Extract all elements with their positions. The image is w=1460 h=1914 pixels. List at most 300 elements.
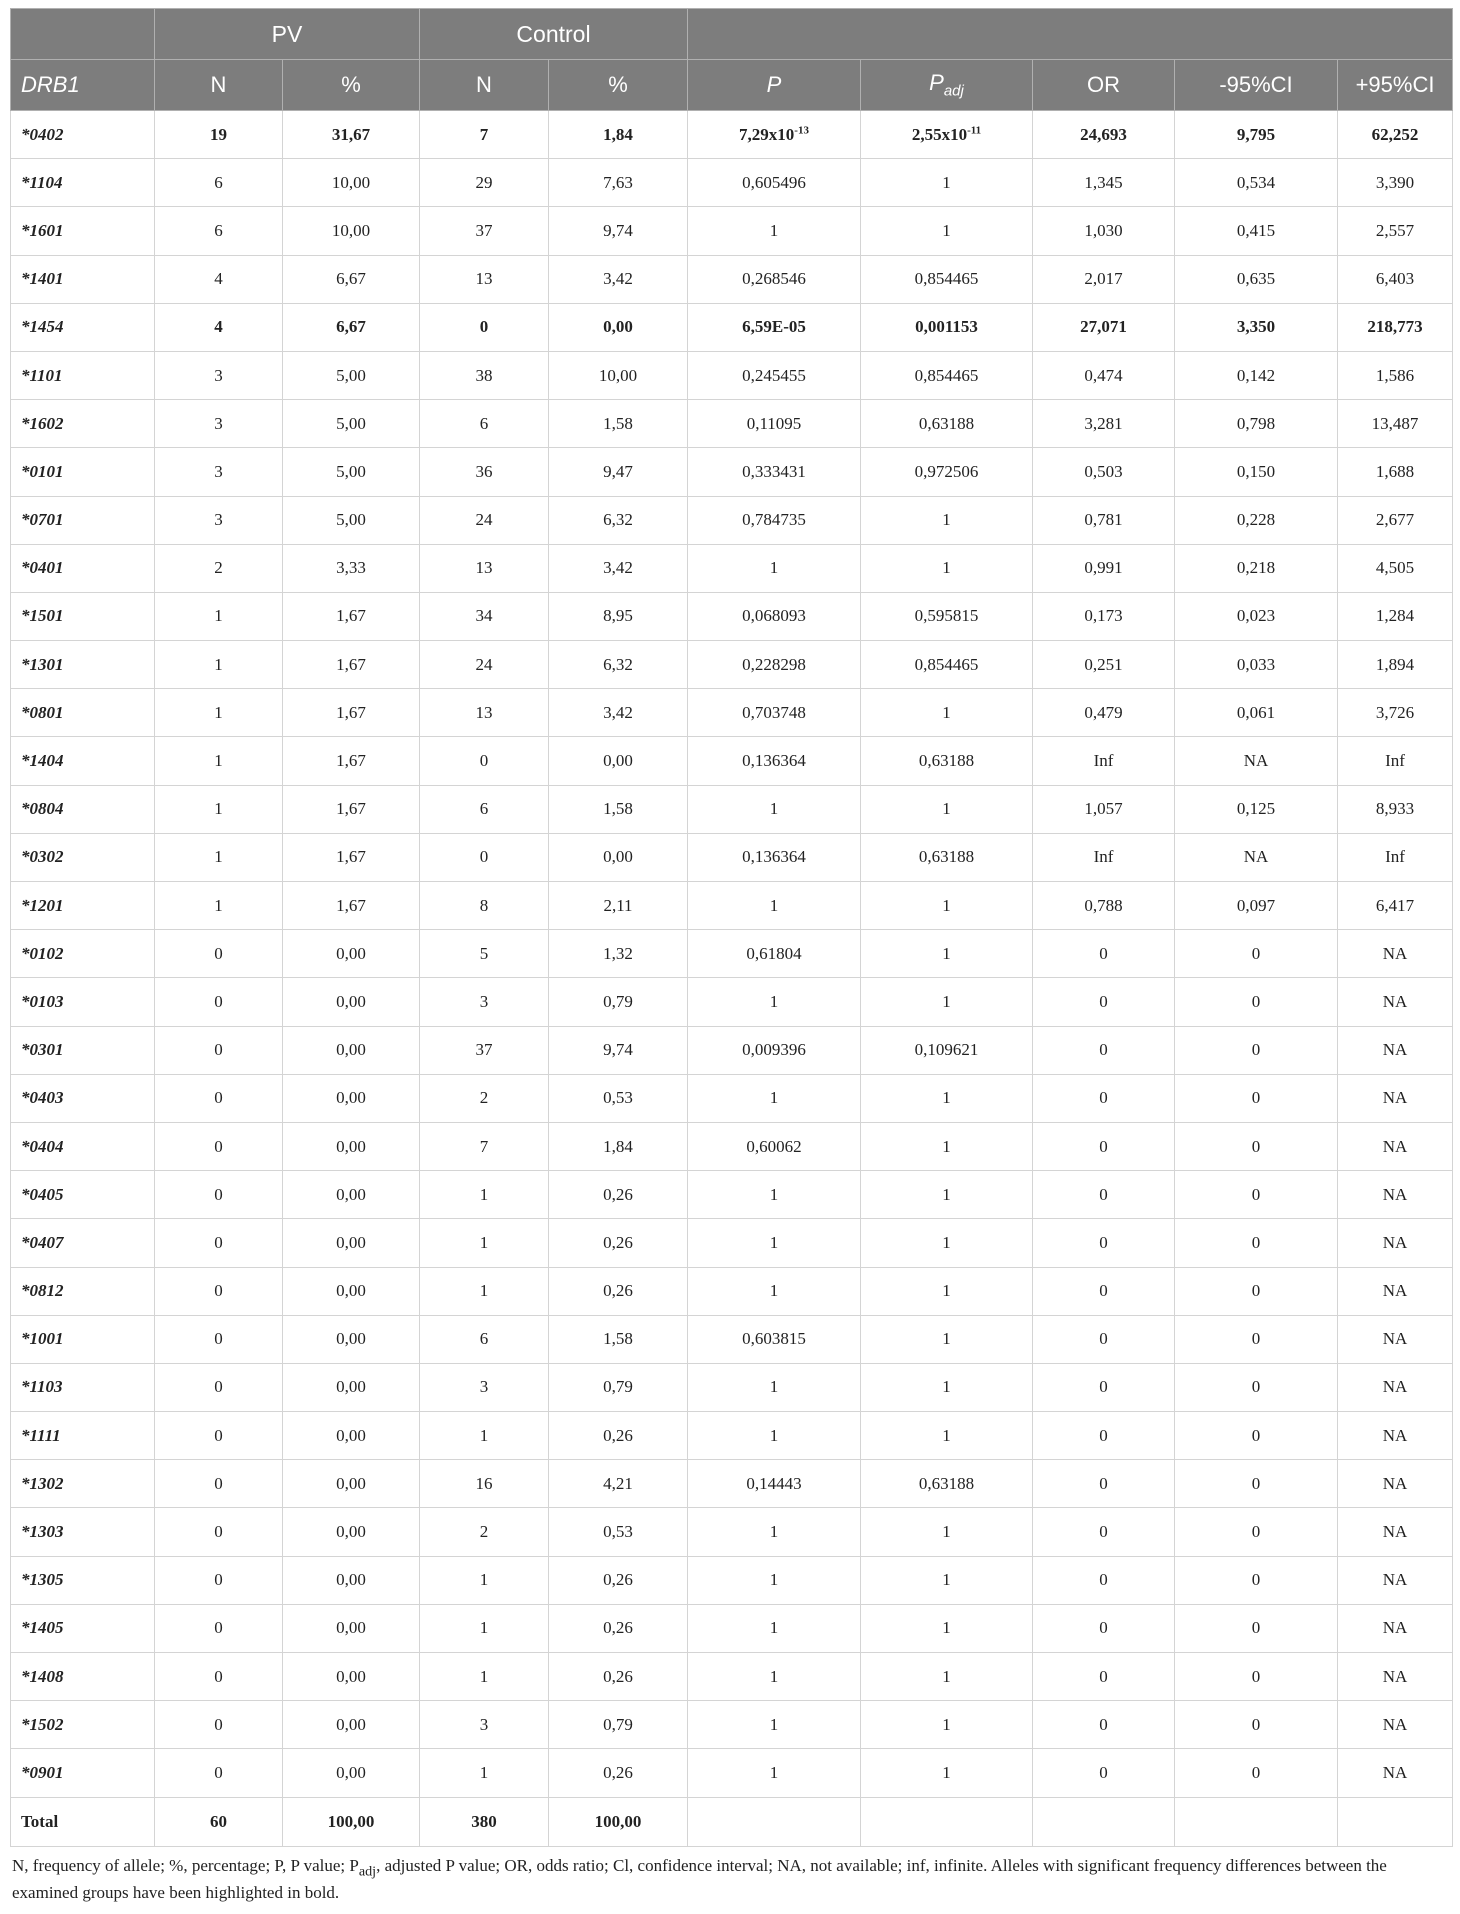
or-cell: 0,474 — [1033, 351, 1175, 399]
p-value-cell: 1 — [688, 1749, 861, 1797]
table-row — [11, 1653, 1453, 1701]
total-empty-cell — [688, 1797, 861, 1846]
table-row — [11, 1749, 1453, 1797]
or-cell: 0 — [1033, 978, 1175, 1026]
ci-high-cell: 6,403 — [1338, 255, 1453, 303]
padj-cell: 1 — [861, 1219, 1033, 1267]
control-n-cell: 29 — [420, 159, 549, 207]
pv-n-cell: 0 — [155, 1171, 283, 1219]
padj-cell: 0,595815 — [861, 592, 1033, 640]
ci-high-cell: 2,557 — [1338, 207, 1453, 255]
pv-n-cell: 3 — [155, 400, 283, 448]
padj-header — [861, 60, 1033, 111]
allele-cell: *1401 — [11, 255, 155, 303]
pv-pct-cell: 0,00 — [283, 1508, 420, 1556]
padj-cell: 1 — [861, 689, 1033, 737]
allele-cell: *0812 — [11, 1267, 155, 1315]
table-row — [11, 1412, 1453, 1460]
p-value-cell: 0,268546 — [688, 255, 861, 303]
total-label: Total — [11, 1797, 155, 1846]
pv-n-cell: 6 — [155, 159, 283, 207]
padj-cell: 1 — [861, 1749, 1033, 1797]
allele-cell: *1101 — [11, 351, 155, 399]
pv-pct-cell: 5,00 — [283, 496, 420, 544]
p-value-cell: 1 — [688, 1363, 861, 1411]
table-row — [11, 641, 1453, 689]
table-row — [11, 400, 1453, 448]
allele-cell: *1502 — [11, 1701, 155, 1749]
p-value-cell: 1 — [688, 1701, 861, 1749]
ci-high-cell: NA — [1338, 930, 1453, 978]
control-pct-cell: 0,26 — [549, 1556, 688, 1604]
padj-cell: 0,63188 — [861, 400, 1033, 448]
ci-high-cell: NA — [1338, 1701, 1453, 1749]
ci-low-cell: 0,228 — [1175, 496, 1338, 544]
table-row — [11, 448, 1453, 496]
pv-n-cell: 0 — [155, 1701, 283, 1749]
p-value-cell: 0,11095 — [688, 400, 861, 448]
padj-cell: 0,854465 — [861, 641, 1033, 689]
table-container — [10, 8, 1452, 1904]
allele-cell: *0407 — [11, 1219, 155, 1267]
pv-pct-cell: 6,67 — [283, 303, 420, 351]
control-n-cell: 1 — [420, 1604, 549, 1652]
control-pct-cell: 6,32 — [549, 496, 688, 544]
table-row — [11, 159, 1453, 207]
control-n-cell: 3 — [420, 978, 549, 1026]
table-row — [11, 544, 1453, 592]
padj-cell: 0,63188 — [861, 1460, 1033, 1508]
pv-pct-cell: 1,67 — [283, 785, 420, 833]
ci-high-header: +95%CI — [1338, 60, 1453, 111]
p-value-header: P — [688, 60, 861, 111]
p-value-cell: 1 — [688, 544, 861, 592]
p-value-cell: 0,136364 — [688, 833, 861, 881]
control-n-cell: 2 — [420, 1074, 549, 1122]
ci-low-cell: NA — [1175, 833, 1338, 881]
table-row — [11, 785, 1453, 833]
control-pct-cell: 0,00 — [549, 833, 688, 881]
pv-n-cell: 0 — [155, 1026, 283, 1074]
pv-n-cell: 6 — [155, 207, 283, 255]
table-row — [11, 255, 1453, 303]
pv-pct-cell: 10,00 — [283, 207, 420, 255]
ci-high-cell: NA — [1338, 1122, 1453, 1170]
table-row — [11, 689, 1453, 737]
pv-n-cell: 0 — [155, 1315, 283, 1363]
allele-cell: *0701 — [11, 496, 155, 544]
pv-n-cell: 2 — [155, 544, 283, 592]
control-n-cell: 13 — [420, 544, 549, 592]
pv-pct-cell: 1,67 — [283, 592, 420, 640]
or-cell: 0 — [1033, 1171, 1175, 1219]
pv-pct-cell: 0,00 — [283, 1460, 420, 1508]
pv-n-cell: 1 — [155, 737, 283, 785]
control-pct-cell: 8,95 — [549, 592, 688, 640]
or-cell: Inf — [1033, 737, 1175, 785]
pv-n-cell: 4 — [155, 255, 283, 303]
p-value-cell: 1 — [688, 1653, 861, 1701]
p-value-cell-exponent: -13 — [794, 123, 809, 136]
padj-cell: 1 — [861, 1701, 1033, 1749]
control-n-cell: 1 — [420, 1412, 549, 1460]
ci-low-cell: 0,415 — [1175, 207, 1338, 255]
control-group-header: Control — [420, 9, 688, 60]
pv-pct-cell: 6,67 — [283, 255, 420, 303]
ci-low-cell: 0,798 — [1175, 400, 1338, 448]
ci-high-cell: 1,688 — [1338, 448, 1453, 496]
allele-cell: *1601 — [11, 207, 155, 255]
pv-pct-cell: 0,00 — [283, 1026, 420, 1074]
control-n-cell: 24 — [420, 496, 549, 544]
padj-cell: 1 — [861, 544, 1033, 592]
control-pct-cell: 9,47 — [549, 448, 688, 496]
table-row — [11, 1556, 1453, 1604]
control-n-cell: 2 — [420, 1508, 549, 1556]
header-blank-cell — [11, 9, 155, 60]
ci-high-cell: NA — [1338, 1026, 1453, 1074]
ci-low-cell: 0,534 — [1175, 159, 1338, 207]
pv-n-cell: 0 — [155, 1508, 283, 1556]
table-row — [11, 111, 1453, 159]
ci-low-cell: 0,218 — [1175, 544, 1338, 592]
table-row — [11, 207, 1453, 255]
control-n-cell: 24 — [420, 641, 549, 689]
ci-high-cell: NA — [1338, 1315, 1453, 1363]
ci-high-cell: NA — [1338, 1556, 1453, 1604]
or-cell: 0,503 — [1033, 448, 1175, 496]
table-footnote — [10, 1855, 1452, 1904]
or-cell: 0,251 — [1033, 641, 1175, 689]
ci-high-cell: 4,505 — [1338, 544, 1453, 592]
pv-pct-cell: 0,00 — [283, 1604, 420, 1652]
allele-cell: *0404 — [11, 1122, 155, 1170]
or-cell: 0 — [1033, 1315, 1175, 1363]
p-value-cell: 0,068093 — [688, 592, 861, 640]
p-value-cell: 1 — [688, 1219, 861, 1267]
table-row — [11, 1508, 1453, 1556]
ci-low-cell: 0 — [1175, 1122, 1338, 1170]
p-value-cell: 1 — [688, 1412, 861, 1460]
allele-cell: *0801 — [11, 689, 155, 737]
padj-cell: 1 — [861, 1267, 1033, 1315]
pv-pct-cell: 1,67 — [283, 737, 420, 785]
total-row — [11, 1797, 1453, 1846]
pv-pct-cell: 1,67 — [283, 833, 420, 881]
padj-cell: 1 — [861, 1122, 1033, 1170]
ci-low-cell: 0 — [1175, 1508, 1338, 1556]
footnote-sub: adj — [358, 1862, 377, 1879]
or-cell: 1,057 — [1033, 785, 1175, 833]
control-n-cell: 1 — [420, 1556, 549, 1604]
ci-high-cell: Inf — [1338, 737, 1453, 785]
pv-pct-cell: 5,00 — [283, 448, 420, 496]
padj-cell: 1 — [861, 1074, 1033, 1122]
table-row — [11, 1604, 1453, 1652]
allele-cell: *1408 — [11, 1653, 155, 1701]
table-row — [11, 737, 1453, 785]
pv-pct-cell: 0,00 — [283, 1412, 420, 1460]
p-value-cell: 1 — [688, 207, 861, 255]
p-value-cell: 0,603815 — [688, 1315, 861, 1363]
ci-high-cell: NA — [1338, 978, 1453, 1026]
ci-low-cell: 0,635 — [1175, 255, 1338, 303]
pv-n-cell: 0 — [155, 1460, 283, 1508]
pv-pct-cell: 0,00 — [283, 1749, 420, 1797]
control-n-header: N — [420, 60, 549, 111]
total-pv-n: 60 — [155, 1797, 283, 1846]
control-n-cell: 7 — [420, 1122, 549, 1170]
ci-low-cell: 0 — [1175, 1219, 1338, 1267]
ci-low-cell: 0 — [1175, 1026, 1338, 1074]
padj-cell: 1 — [861, 1171, 1033, 1219]
ci-low-cell: 0,061 — [1175, 689, 1338, 737]
ci-high-cell: 6,417 — [1338, 882, 1453, 930]
ci-low-cell: 9,795 — [1175, 111, 1338, 159]
ci-low-cell: 0,033 — [1175, 641, 1338, 689]
pv-pct-cell: 0,00 — [283, 930, 420, 978]
allele-cell: *1001 — [11, 1315, 155, 1363]
table-row — [11, 351, 1453, 399]
control-pct-cell: 3,42 — [549, 544, 688, 592]
allele-cell: *0101 — [11, 448, 155, 496]
ci-low-cell: 0 — [1175, 1267, 1338, 1315]
control-n-cell: 1 — [420, 1749, 549, 1797]
ci-low-cell: 0 — [1175, 930, 1338, 978]
pv-pct-cell: 5,00 — [283, 351, 420, 399]
control-pct-cell: 0,26 — [549, 1749, 688, 1797]
table-row — [11, 833, 1453, 881]
table-row — [11, 1267, 1453, 1315]
control-pct-cell: 0,26 — [549, 1267, 688, 1315]
total-empty-cell — [1175, 1797, 1338, 1846]
ci-low-cell: 0 — [1175, 1556, 1338, 1604]
footnote-part1: N, frequency of allele; %, percentage; P, P value; P — [12, 1855, 359, 1875]
control-pct-cell: 0,26 — [549, 1604, 688, 1652]
allele-cell: *1103 — [11, 1363, 155, 1411]
ci-low-cell: 0,023 — [1175, 592, 1338, 640]
control-n-cell: 0 — [420, 737, 549, 785]
table-row — [11, 978, 1453, 1026]
ci-high-cell: 3,390 — [1338, 159, 1453, 207]
pv-pct-cell: 0,00 — [283, 1122, 420, 1170]
control-n-cell: 3 — [420, 1701, 549, 1749]
allele-cell: *1501 — [11, 592, 155, 640]
ci-low-cell: 0,097 — [1175, 882, 1338, 930]
pv-n-cell: 1 — [155, 833, 283, 881]
pv-pct-cell: 0,00 — [283, 1074, 420, 1122]
total-control-pct: 100,00 — [549, 1797, 688, 1846]
pv-pct-cell: 1,67 — [283, 689, 420, 737]
pv-n-cell: 0 — [155, 930, 283, 978]
p-value-cell: 0,605496 — [688, 159, 861, 207]
control-n-cell: 0 — [420, 833, 549, 881]
control-n-cell: 6 — [420, 400, 549, 448]
padj-header-sub: adj — [943, 82, 964, 100]
p-value-cell: 0,245455 — [688, 351, 861, 399]
table-row — [11, 1171, 1453, 1219]
control-pct-cell: 0,26 — [549, 1219, 688, 1267]
allele-cell: *0405 — [11, 1171, 155, 1219]
control-pct-cell: 0,79 — [549, 978, 688, 1026]
padj-cell: 1 — [861, 1556, 1033, 1604]
allele-cell: *1201 — [11, 882, 155, 930]
control-pct-cell: 0,26 — [549, 1412, 688, 1460]
hla-drb1-frequency-table — [10, 8, 1453, 1847]
control-n-cell: 0 — [420, 303, 549, 351]
pv-pct-cell: 1,67 — [283, 641, 420, 689]
control-pct-cell: 0,79 — [549, 1363, 688, 1411]
pv-pct-cell: 1,67 — [283, 882, 420, 930]
pv-n-cell: 1 — [155, 641, 283, 689]
pv-pct-cell: 0,00 — [283, 1701, 420, 1749]
p-value-cell — [688, 111, 861, 159]
or-cell: 1,345 — [1033, 159, 1175, 207]
ci-high-cell: NA — [1338, 1508, 1453, 1556]
pv-pct-header: % — [283, 60, 420, 111]
ci-low-cell: 0 — [1175, 1460, 1338, 1508]
pv-n-cell: 0 — [155, 1219, 283, 1267]
control-pct-cell: 0,53 — [549, 1074, 688, 1122]
control-pct-cell: 0,26 — [549, 1653, 688, 1701]
padj-cell: 1 — [861, 1653, 1033, 1701]
p-value-cell: 1 — [688, 1556, 861, 1604]
table-row — [11, 1122, 1453, 1170]
or-cell: 0 — [1033, 1412, 1175, 1460]
ci-low-cell: 0 — [1175, 978, 1338, 1026]
control-n-cell: 1 — [420, 1653, 549, 1701]
padj-cell-base: 2,55x10 — [911, 124, 968, 144]
p-value-cell: 6,59E-05 — [688, 303, 861, 351]
stats-group-header — [688, 9, 1453, 60]
ci-low-cell: 0,150 — [1175, 448, 1338, 496]
allele-cell: *0901 — [11, 1749, 155, 1797]
ci-low-cell: 0 — [1175, 1074, 1338, 1122]
ci-low-cell: 0 — [1175, 1171, 1338, 1219]
table-row — [11, 303, 1453, 351]
or-cell: 0 — [1033, 1219, 1175, 1267]
ci-low-cell: 0 — [1175, 1315, 1338, 1363]
allele-cell: *1454 — [11, 303, 155, 351]
or-cell: 0 — [1033, 1122, 1175, 1170]
control-pct-cell: 1,32 — [549, 930, 688, 978]
allele-cell: *1111 — [11, 1412, 155, 1460]
or-cell: 0 — [1033, 930, 1175, 978]
or-cell: 0 — [1033, 1363, 1175, 1411]
allele-cell: *1305 — [11, 1556, 155, 1604]
allele-cell: *1602 — [11, 400, 155, 448]
total-empty-cell — [861, 1797, 1033, 1846]
ci-high-cell: NA — [1338, 1749, 1453, 1797]
allele-cell: *1303 — [11, 1508, 155, 1556]
allele-cell: *1301 — [11, 641, 155, 689]
p-value-cell: 0,784735 — [688, 496, 861, 544]
or-cell: 0 — [1033, 1653, 1175, 1701]
control-n-cell: 8 — [420, 882, 549, 930]
control-n-cell: 6 — [420, 785, 549, 833]
ci-high-cell: 1,586 — [1338, 351, 1453, 399]
pv-pct-cell: 0,00 — [283, 1267, 420, 1315]
or-cell: 0 — [1033, 1701, 1175, 1749]
p-value-cell: 0,009396 — [688, 1026, 861, 1074]
ci-low-cell: 0,125 — [1175, 785, 1338, 833]
pv-n-cell: 1 — [155, 689, 283, 737]
control-n-cell: 37 — [420, 207, 549, 255]
allele-cell: *0102 — [11, 930, 155, 978]
control-n-cell: 13 — [420, 255, 549, 303]
table-row — [11, 1363, 1453, 1411]
or-cell: 0,173 — [1033, 592, 1175, 640]
pv-pct-cell: 0,00 — [283, 1315, 420, 1363]
allele-cell: *0301 — [11, 1026, 155, 1074]
pv-n-cell: 0 — [155, 1604, 283, 1652]
control-pct-cell: 0,53 — [549, 1508, 688, 1556]
padj-cell: 1 — [861, 930, 1033, 978]
pv-n-cell: 3 — [155, 448, 283, 496]
control-pct-cell: 4,21 — [549, 1460, 688, 1508]
pv-n-cell: 0 — [155, 1363, 283, 1411]
pv-n-cell: 3 — [155, 496, 283, 544]
or-cell: 0 — [1033, 1508, 1175, 1556]
table-row — [11, 1074, 1453, 1122]
table-row — [11, 1460, 1453, 1508]
ci-low-cell: NA — [1175, 737, 1338, 785]
ci-high-cell: 3,726 — [1338, 689, 1453, 737]
pv-pct-cell: 0,00 — [283, 1363, 420, 1411]
pv-pct-cell: 31,67 — [283, 111, 420, 159]
control-n-cell: 36 — [420, 448, 549, 496]
ci-low-cell: 0 — [1175, 1604, 1338, 1652]
padj-cell: 0,109621 — [861, 1026, 1033, 1074]
ci-high-cell: NA — [1338, 1363, 1453, 1411]
ci-high-cell: 8,933 — [1338, 785, 1453, 833]
control-pct-cell: 7,63 — [549, 159, 688, 207]
p-value-cell: 0,703748 — [688, 689, 861, 737]
table-total-body — [11, 1797, 1453, 1846]
table-row — [11, 1315, 1453, 1363]
table-row — [11, 592, 1453, 640]
padj-cell: 1 — [861, 1508, 1033, 1556]
or-cell: 0 — [1033, 1556, 1175, 1604]
padj-cell: 1 — [861, 785, 1033, 833]
control-pct-cell: 1,58 — [549, 1315, 688, 1363]
padj-cell: 0,854465 — [861, 351, 1033, 399]
pv-n-cell: 19 — [155, 111, 283, 159]
or-cell: 3,281 — [1033, 400, 1175, 448]
column-header-row — [11, 60, 1453, 111]
pv-n-cell: 4 — [155, 303, 283, 351]
pv-n-cell: 1 — [155, 882, 283, 930]
table-row — [11, 1701, 1453, 1749]
control-pct-cell: 1,84 — [549, 1122, 688, 1170]
padj-cell: 1 — [861, 978, 1033, 1026]
pv-group-header: PV — [155, 9, 420, 60]
allele-cell: *0403 — [11, 1074, 155, 1122]
ci-high-cell: NA — [1338, 1219, 1453, 1267]
padj-cell: 1 — [861, 207, 1033, 255]
allele-column-header: DRB1 — [11, 60, 155, 111]
ci-low-cell: 0 — [1175, 1653, 1338, 1701]
control-pct-cell: 6,32 — [549, 641, 688, 689]
p-value-cell: 0,60062 — [688, 1122, 861, 1170]
control-pct-cell: 0,79 — [549, 1701, 688, 1749]
table-row — [11, 1219, 1453, 1267]
p-value-cell: 1 — [688, 1604, 861, 1652]
pv-pct-cell: 0,00 — [283, 978, 420, 1026]
table-body — [11, 111, 1453, 1798]
p-value-cell: 1 — [688, 1171, 861, 1219]
ci-high-cell: 13,487 — [1338, 400, 1453, 448]
